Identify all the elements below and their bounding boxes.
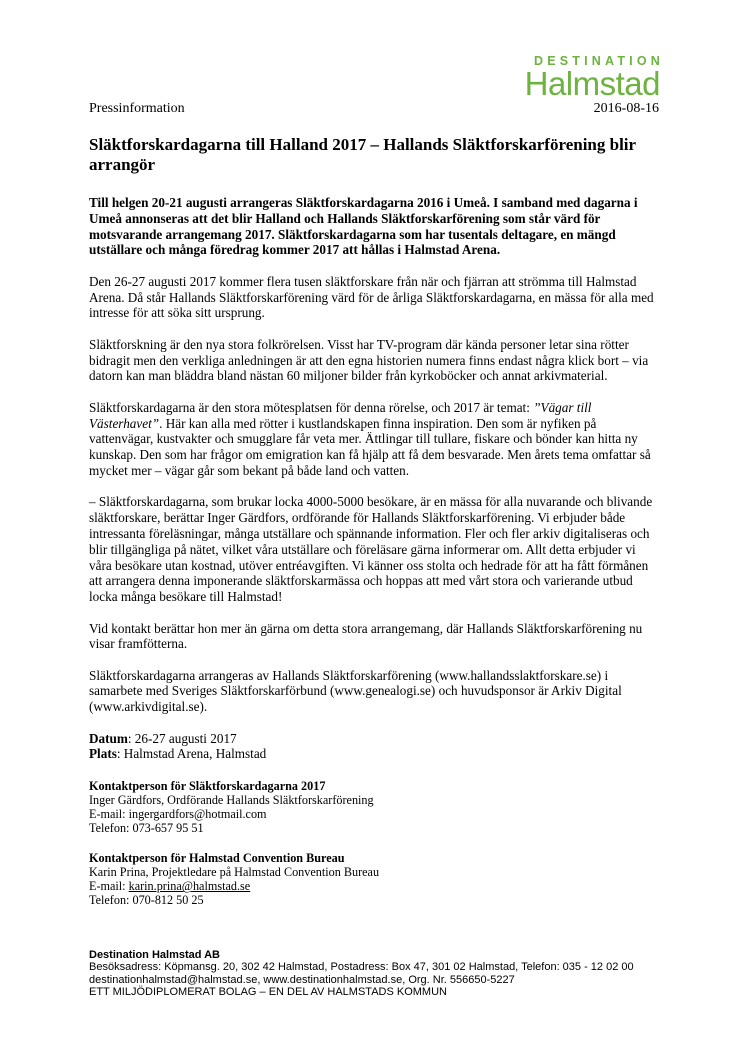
- place-value: : Halmstad Arena, Halmstad: [116, 746, 267, 762]
- paragraph-4: – Släktforskardagarna, som brukar locka 4000-5000 besökare, är en mässa för alla nuvarande och blivande släktforskare, berättar Inger Gärdfors, ordförande för Hallands Släktforskarförening. Vi erbjuder både intressanta föreläsningar, många utställare och spännande information. Fler och fler arkiv digitaliseras och blir tillgängliga på nätet, vilket våra utställare och föreläsare gärna informerar om. Allt detta erbjuder vi våra besökare utan kostnad, utöver entréavgiften. Vi känner oss stolta och hedrade för att ha fått förmånen att arrangera denna imponerande släktforskarmässa och hoppas att med vårt stora och varierande utbud locka många besökare till Halmstad!: [89, 494, 653, 605]
- event-meta: [89, 731, 661, 763]
- document-title: Släktforskardagarna till Halland 2017 – Hallands Släktforskarförening blir arrangör: [89, 135, 636, 174]
- logo-top-text: DESTINATION: [534, 54, 664, 68]
- email-label: E-mail:: [89, 807, 129, 822]
- date-value: : 26-27 augusti 2017: [127, 730, 237, 746]
- footer-address: Besöksadress: Köpmansg. 20, 302 42 Halmstad, Postadress: Box 47, 301 02 Halmstad, Telefon: 035 - 12 02 00: [89, 961, 634, 974]
- date-label: Datum: [89, 730, 128, 746]
- contact-email: [89, 807, 661, 821]
- contact-heading: Kontaktperson för Släktforskardagarna 2017: [89, 779, 326, 794]
- paragraph-5: Vid kontakt berättar hon mer än gärna om detta stora arrangemang, där Hallands Släktforskarförening nu visar framfötterna.: [89, 620, 643, 652]
- logo-main-text: Halmstad: [524, 65, 660, 102]
- place-label: Plats: [89, 746, 117, 762]
- email-label: E-mail:: [89, 879, 129, 894]
- contact-heading: Kontaktperson för Halmstad Convention Bureau: [89, 851, 345, 866]
- contact-block-2: [89, 851, 661, 907]
- document-footer: [89, 949, 689, 998]
- paragraph-3-end: . Här kan alla med rötter i kustlandskapen finna inspiration. Den som är nyfiken på vattenvägar, kustvakter och smugglare får veta mer. Ättlingar till tullare, fiskare och bönder kan hitta ny kunskap. Den som har frågor om emigration kan få hjälp att få dem besvarade. Men årets tema omfattar så mycket mer – vägar går som bekant på både land och vatten.: [89, 415, 651, 478]
- email-link[interactable]: karin.prina@halmstad.se: [128, 879, 251, 894]
- event-date: [89, 731, 661, 747]
- press-info-label: Pressinformation: [89, 101, 185, 116]
- contact-email: [89, 879, 661, 893]
- lead-paragraph: Till helgen 20-21 augusti arrangeras Släktforskardagarna 2016 i Umeå. I samband med dagarna i Umeå annonseras att det blir Halland och Hallands Släktforskarförening som står värd för motsvarande arrangemang 2017. Släktforskardagarna som har tusentals deltagare, en mängd utställare och många föredrag kommer 2017 att hållas i Halmstad Arena.: [89, 195, 638, 258]
- paragraph-1: Den 26-27 augusti 2017 kommer flera tusen släktforskare från när och fjärran att strömma till Halmstad Arena. Då står Hallands Släktforskarförening värd för de årliga Släktforskardagarna, en mässa för alla med intresse för att söka sitt ursprung.: [89, 273, 654, 321]
- email-address: ingergardfors@hotmail.com: [128, 807, 267, 822]
- event-place: [89, 746, 661, 762]
- document-header: [89, 100, 659, 117]
- footer-tagline: ETT MILJÖDIPLOMERAT BOLAG – EN DEL AV HALMSTADS KOMMUN: [89, 985, 447, 998]
- paragraph-2: Släktforskning är den nya stora folkrörelsen. Visst har TV-program där kända personer letar sina rötter bidragit men den verkliga anledningen är att den egna historien numera finns endast några klick bort – via datorn kan man bläddra bland nästan 60 miljoner bilder från kyrkoböcker och annat arkivmaterial.: [89, 336, 649, 384]
- contact-name: Karin Prina, Projektledare på Halmstad Convention Bureau: [89, 865, 380, 880]
- footer-company: Destination Halmstad AB: [89, 949, 221, 961]
- contact-block-1: [89, 779, 661, 835]
- paragraph-6: Släktforskardagarna arrangeras av Hallands Släktforskarförening (www.hallandsslaktforskare.se) i samarbete med Sveriges Släktforskarförbund (www.genealogi.se) och huvudsponsor är Arkiv Digital (www.arkivdigital.se).: [89, 667, 622, 715]
- press-date: 2016-08-16: [593, 101, 659, 116]
- paragraph-3-start: Släktforskardagarna är den stora mötesplatsen för denna rörelse, och 2017 är temat:: [89, 399, 534, 415]
- document-body: [89, 195, 661, 923]
- contact-phone: Telefon: 070-812 50 25: [89, 893, 204, 908]
- contact-phone: Telefon: 073-657 95 51: [89, 821, 204, 836]
- theme-quote: ”Vägar till Västerhavet”: [89, 399, 592, 431]
- footer-contact: destinationhalmstad@halmstad.se, www.destinationhalmstad.se, Org. Nr. 556650-5227: [89, 973, 515, 986]
- contact-name: Inger Gärdfors, Ordförande Hallands Släktforskarförening: [89, 793, 374, 808]
- destination-halmstad-logo: [515, 54, 664, 102]
- paragraph-3: [89, 400, 661, 479]
